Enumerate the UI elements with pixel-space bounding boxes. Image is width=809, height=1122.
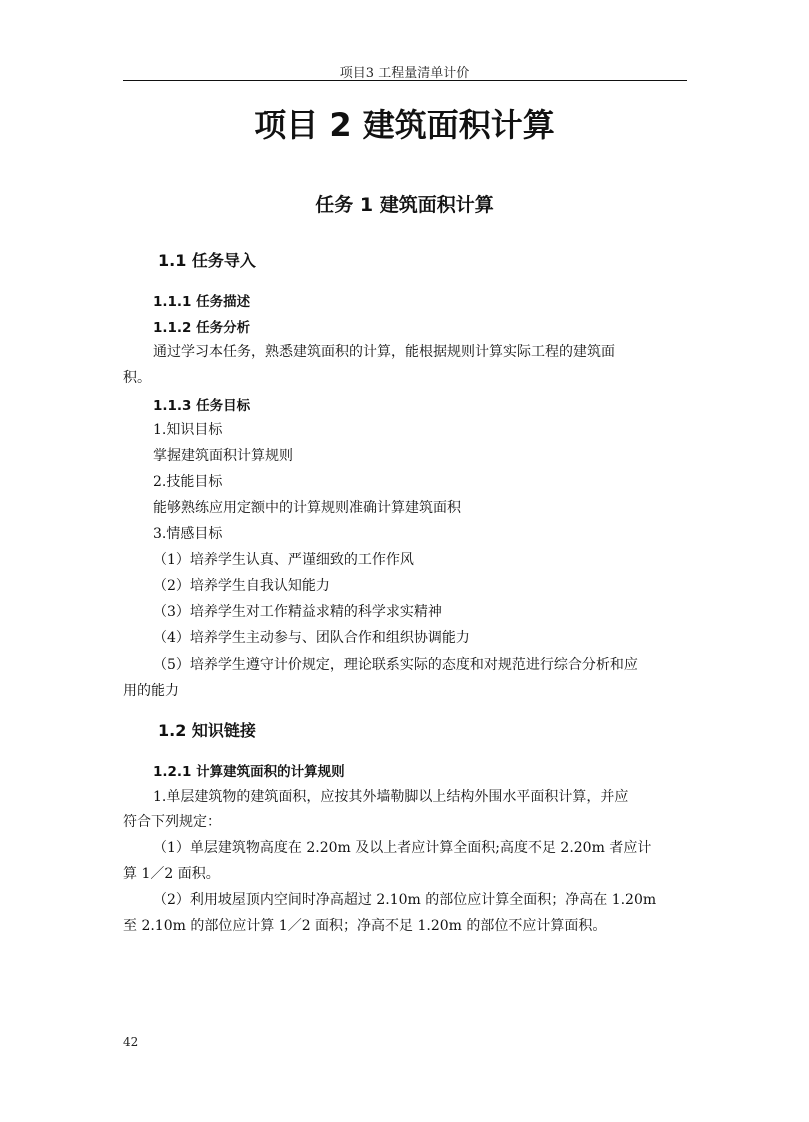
header-divider — [123, 80, 687, 81]
project-title: 项目 2 建筑面积计算 — [254, 106, 555, 144]
section-1-1-heading: 1.1 任务导入 — [158, 251, 256, 270]
subsection-1-1-2-heading: 1.1.2 任务分析 — [153, 320, 251, 336]
goal-emotion-label: 3.情感目标 — [153, 526, 223, 542]
goal-emotion-item-4: （4）培养学生主动参与、团队合作和组织协调能力 — [153, 630, 470, 646]
goal-emotion-item-5: （5）培养学生遵守计价规定，理论联系实际的态度和对规范进行综合分析和应 — [153, 657, 638, 673]
running-header: 项目3 工程量清单计价 — [339, 66, 470, 81]
subsection-1-2-1-heading: 1.2.1 计算建筑面积的计算规则 — [153, 764, 345, 780]
subsection-1-1-3-heading: 1.1.3 任务目标 — [153, 398, 251, 414]
goal-emotion-item-1: （1）培养学生认真、严谨细致的工作作风 — [153, 552, 414, 568]
task-analysis-text: 通过学习本任务，熟悉建筑面积的计算，能根据规则计算实际工程的建筑面 — [153, 344, 615, 360]
rule-1-2-text-cont: 至 2.10m 的部位应计算 1／2 面积；净高不足 1.20m 的部位不应计算面积。 — [123, 918, 607, 934]
goal-skill-text: 能够熟练应用定额中的计算规则准确计算建筑面积 — [153, 500, 461, 516]
section-1-2-heading: 1.2 知识链接 — [158, 721, 256, 740]
task-analysis-text-cont: 积。 — [123, 370, 151, 386]
goal-knowledge-label: 1.知识目标 — [153, 422, 223, 438]
rule-1-text-cont: 符合下列规定： — [123, 814, 221, 830]
rule-1-1-text: （1）单层建筑物高度在 2.20m 及以上者应计算全面积;高度不足 2.20m 者应计 — [153, 840, 652, 856]
page-number: 42 — [123, 1035, 139, 1049]
goal-skill-label: 2.技能目标 — [153, 474, 223, 490]
task-title: 任务 1 建筑面积计算 — [315, 194, 494, 216]
goal-emotion-item-3: （3）培养学生对工作精益求精的科学求实精神 — [153, 604, 442, 620]
subsection-1-1-1-heading: 1.1.1 任务描述 — [153, 294, 251, 310]
rule-1-2-text: （2）利用坡屋顶内空间时净高超过 2.10m 的部位应计算全面积；净高在 1.20m — [153, 892, 657, 908]
goal-emotion-item-5-cont: 用的能力 — [123, 683, 179, 699]
goal-knowledge-text: 掌握建筑面积计算规则 — [153, 448, 293, 464]
goal-emotion-item-2: （2）培养学生自我认知能力 — [153, 578, 330, 594]
rule-1-text: 1.单层建筑物的建筑面积，应按其外墙勒脚以上结构外围水平面积计算，并应 — [153, 789, 629, 805]
rule-1-1-text-cont: 算 1／2 面积。 — [123, 866, 220, 882]
